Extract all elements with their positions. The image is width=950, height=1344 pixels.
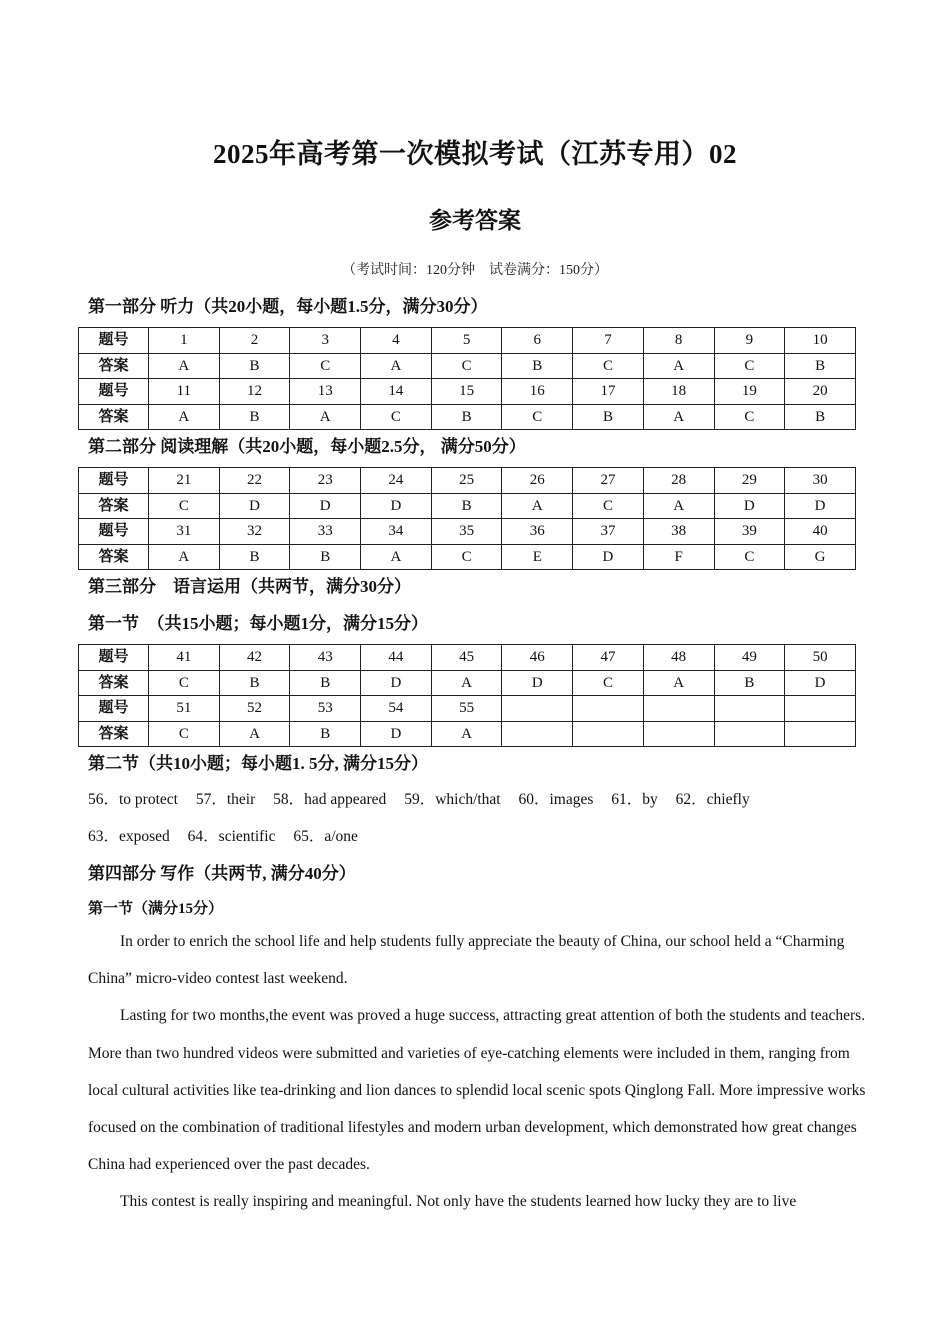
essay-text <box>88 923 868 1221</box>
question-number-cell: 44 <box>361 645 432 671</box>
answer-cell: B <box>219 670 290 696</box>
question-number-cell: 15 <box>431 379 502 405</box>
answer-cell: A <box>643 493 714 519</box>
answer-cell: C <box>149 493 220 519</box>
answer-cell: C <box>573 353 644 379</box>
question-number-cell: 19 <box>714 379 785 405</box>
answer-cell: A <box>149 404 220 430</box>
cloze-answer: 63．exposed <box>88 828 170 845</box>
part3-section2-heading: 第二节（共10小题；每小题1. 5分, 满分15分） <box>88 754 428 773</box>
question-number-cell: 12 <box>219 379 290 405</box>
question-number-cell: 31 <box>149 519 220 545</box>
question-number-cell: 26 <box>502 468 573 494</box>
part1-heading: 第一部分 听力（共20小题，每小题1.5分，满分30分） <box>88 297 488 316</box>
part4-section1-heading: 第一节（满分15分） <box>88 901 224 917</box>
question-number-cell: 21 <box>149 468 220 494</box>
answer-cell: C <box>431 353 502 379</box>
question-number-cell: 2 <box>219 328 290 354</box>
question-number-cell: 34 <box>361 519 432 545</box>
answer-cell: B <box>714 670 785 696</box>
answer-cell: D <box>361 493 432 519</box>
row-label: 答案 <box>79 353 149 379</box>
answer-cell: C <box>149 670 220 696</box>
question-number-cell: 40 <box>785 519 856 545</box>
cloze-answers-line-2 <box>88 824 372 846</box>
answer-cell: C <box>361 404 432 430</box>
question-number-cell <box>785 696 856 722</box>
answer-cell: D <box>573 544 644 570</box>
question-number-cell: 42 <box>219 645 290 671</box>
part4-heading: 第四部分 写作（共两节, 满分40分） <box>88 864 356 883</box>
question-number-cell: 37 <box>573 519 644 545</box>
question-number-cell: 17 <box>573 379 644 405</box>
question-number-cell: 32 <box>219 519 290 545</box>
answer-cell: A <box>431 721 502 747</box>
question-number-cell <box>714 696 785 722</box>
answer-cell: C <box>290 353 361 379</box>
question-number-cell: 18 <box>643 379 714 405</box>
question-number-cell: 27 <box>573 468 644 494</box>
essay-paragraph: In order to enrich the school life and help students fully appreciate the beauty of China, our school held a “Charming China” micro-video contest last weekend. <box>88 933 845 988</box>
answer-cell: C <box>573 493 644 519</box>
question-number-cell <box>643 696 714 722</box>
question-number-cell: 52 <box>219 696 290 722</box>
answer-row <box>79 670 856 696</box>
answer-cell: B <box>290 670 361 696</box>
answer-cell <box>785 721 856 747</box>
question-number-cell: 16 <box>502 379 573 405</box>
part1-answer-table <box>78 327 856 430</box>
answer-cell: B <box>573 404 644 430</box>
essay-paragraph: Lasting for two months,the event was proved a huge success, attracting great attention of both the students and teachers. More than two hundred videos were submitted and varieties of eye-catching elements were included in them, ranging from local cultural activities like tea-drinking and lion dances to splendid local scenic spots Qinglong Fall. More impressive works focused on the combination of traditional lifestyles and modern urban development, which demonstrated how great changes China had experienced over the past decades. <box>88 1007 866 1174</box>
answer-cell: A <box>643 404 714 430</box>
question-number-cell: 13 <box>290 379 361 405</box>
answer-cell: A <box>643 670 714 696</box>
answer-cell: C <box>714 353 785 379</box>
question-number-cell: 9 <box>714 328 785 354</box>
question-number-cell: 25 <box>431 468 502 494</box>
row-label: 答案 <box>79 493 149 519</box>
answer-cell: B <box>290 544 361 570</box>
answer-cell: A <box>149 353 220 379</box>
answer-cell: C <box>573 670 644 696</box>
row-label: 题号 <box>79 328 149 354</box>
answer-cell: D <box>290 493 361 519</box>
answer-cell: A <box>431 670 502 696</box>
part3-section1-answer-table <box>78 644 856 747</box>
question-number-cell: 29 <box>714 468 785 494</box>
question-number-cell: 41 <box>149 645 220 671</box>
question-number-cell: 28 <box>643 468 714 494</box>
answer-cell: A <box>219 721 290 747</box>
document-subtitle: 参考答案 <box>429 208 521 233</box>
answer-cell: D <box>714 493 785 519</box>
question-number-cell: 54 <box>361 696 432 722</box>
row-label: 答案 <box>79 404 149 430</box>
row-label: 答案 <box>79 670 149 696</box>
answer-cell <box>502 721 573 747</box>
row-label: 题号 <box>79 468 149 494</box>
answer-cell: C <box>714 544 785 570</box>
cloze-answer: 65．a/one <box>293 828 358 845</box>
answer-cell: B <box>219 353 290 379</box>
question-number-cell: 43 <box>290 645 361 671</box>
question-number-cell: 47 <box>573 645 644 671</box>
answer-cell: G <box>785 544 856 570</box>
question-number-cell: 23 <box>290 468 361 494</box>
question-number-cell: 50 <box>785 645 856 671</box>
question-number-cell <box>502 696 573 722</box>
question-number-row <box>79 645 856 671</box>
question-number-cell: 6 <box>502 328 573 354</box>
question-number-cell: 51 <box>149 696 220 722</box>
answer-cell: A <box>361 353 432 379</box>
answer-cell: D <box>361 670 432 696</box>
cloze-answer: 58．had appeared <box>273 791 387 808</box>
answer-cell <box>643 721 714 747</box>
answer-cell: C <box>502 404 573 430</box>
part2-heading: 第二部分 阅读理解（共20小题，每小题2.5分， 满分50分） <box>88 437 526 456</box>
row-label: 题号 <box>79 696 149 722</box>
question-number-cell: 24 <box>361 468 432 494</box>
answer-row <box>79 493 856 519</box>
question-number-cell: 48 <box>643 645 714 671</box>
question-number-cell: 1 <box>149 328 220 354</box>
answer-cell: A <box>290 404 361 430</box>
answer-cell: D <box>361 721 432 747</box>
question-number-row <box>79 468 856 494</box>
question-number-cell: 10 <box>785 328 856 354</box>
answer-cell: B <box>219 544 290 570</box>
question-number-cell: 3 <box>290 328 361 354</box>
part2-answer-table <box>78 467 856 570</box>
answer-cell: D <box>219 493 290 519</box>
question-number-cell: 53 <box>290 696 361 722</box>
question-number-cell: 5 <box>431 328 502 354</box>
question-number-cell: 4 <box>361 328 432 354</box>
cloze-answer: 61．by <box>611 791 658 808</box>
question-number-cell: 20 <box>785 379 856 405</box>
question-number-cell: 33 <box>290 519 361 545</box>
cloze-answer: 60．images <box>518 791 594 808</box>
answer-cell: D <box>785 670 856 696</box>
answer-row <box>79 404 856 430</box>
answer-cell <box>573 721 644 747</box>
question-number-row <box>79 696 856 722</box>
cloze-answer: 62．chiefly <box>675 791 750 808</box>
answer-cell: D <box>502 670 573 696</box>
answer-cell: C <box>149 721 220 747</box>
answer-cell: B <box>431 493 502 519</box>
document-title: 2025年高考第一次模拟考试（江苏专用）02 <box>213 139 737 169</box>
answer-cell: B <box>785 404 856 430</box>
answer-cell: B <box>502 353 573 379</box>
row-label: 答案 <box>79 721 149 747</box>
question-number-cell: 7 <box>573 328 644 354</box>
row-label: 题号 <box>79 519 149 545</box>
essay-paragraph: This contest is really inspiring and meaningful. Not only have the students learned how lucky they are to live <box>120 1193 797 1211</box>
question-number-cell: 38 <box>643 519 714 545</box>
row-label: 题号 <box>79 645 149 671</box>
answer-cell: B <box>785 353 856 379</box>
answer-cell <box>714 721 785 747</box>
question-number-row <box>79 379 856 405</box>
exam-info: （考试时间：120分钟 试卷满分：150分） <box>342 263 608 278</box>
answer-cell: A <box>502 493 573 519</box>
question-number-cell: 39 <box>714 519 785 545</box>
row-label: 答案 <box>79 544 149 570</box>
question-number-cell: 45 <box>431 645 502 671</box>
answer-cell: A <box>149 544 220 570</box>
question-number-cell: 55 <box>431 696 502 722</box>
question-number-cell: 46 <box>502 645 573 671</box>
answer-row <box>79 544 856 570</box>
answer-row <box>79 353 856 379</box>
answer-cell: C <box>431 544 502 570</box>
answer-row <box>79 721 856 747</box>
answer-cell: F <box>643 544 714 570</box>
question-number-cell: 8 <box>643 328 714 354</box>
question-number-row <box>79 519 856 545</box>
row-label: 题号 <box>79 379 149 405</box>
answer-cell: B <box>431 404 502 430</box>
question-number-cell: 14 <box>361 379 432 405</box>
cloze-answer: 64．scientific <box>187 828 276 845</box>
question-number-cell: 30 <box>785 468 856 494</box>
part3-section1-heading: 第一节 （共15小题；每小题1分，满分15分） <box>88 614 428 633</box>
cloze-answer: 57．their <box>195 791 256 808</box>
question-number-cell: 36 <box>502 519 573 545</box>
answer-cell: A <box>643 353 714 379</box>
part3-heading: 第三部分 语言运用（共两节，满分30分） <box>88 577 411 596</box>
answer-cell: A <box>361 544 432 570</box>
answer-cell: B <box>290 721 361 747</box>
question-number-cell: 22 <box>219 468 290 494</box>
question-number-cell <box>573 696 644 722</box>
question-number-cell: 35 <box>431 519 502 545</box>
question-number-row <box>79 328 856 354</box>
cloze-answer: 59．which/that <box>404 791 501 808</box>
answer-cell: C <box>714 404 785 430</box>
question-number-cell: 11 <box>149 379 220 405</box>
question-number-cell: 49 <box>714 645 785 671</box>
answer-cell: D <box>785 493 856 519</box>
cloze-answers-line-1 <box>88 787 764 809</box>
answer-cell: E <box>502 544 573 570</box>
cloze-answer: 56．to protect <box>88 791 178 808</box>
answer-cell: B <box>219 404 290 430</box>
